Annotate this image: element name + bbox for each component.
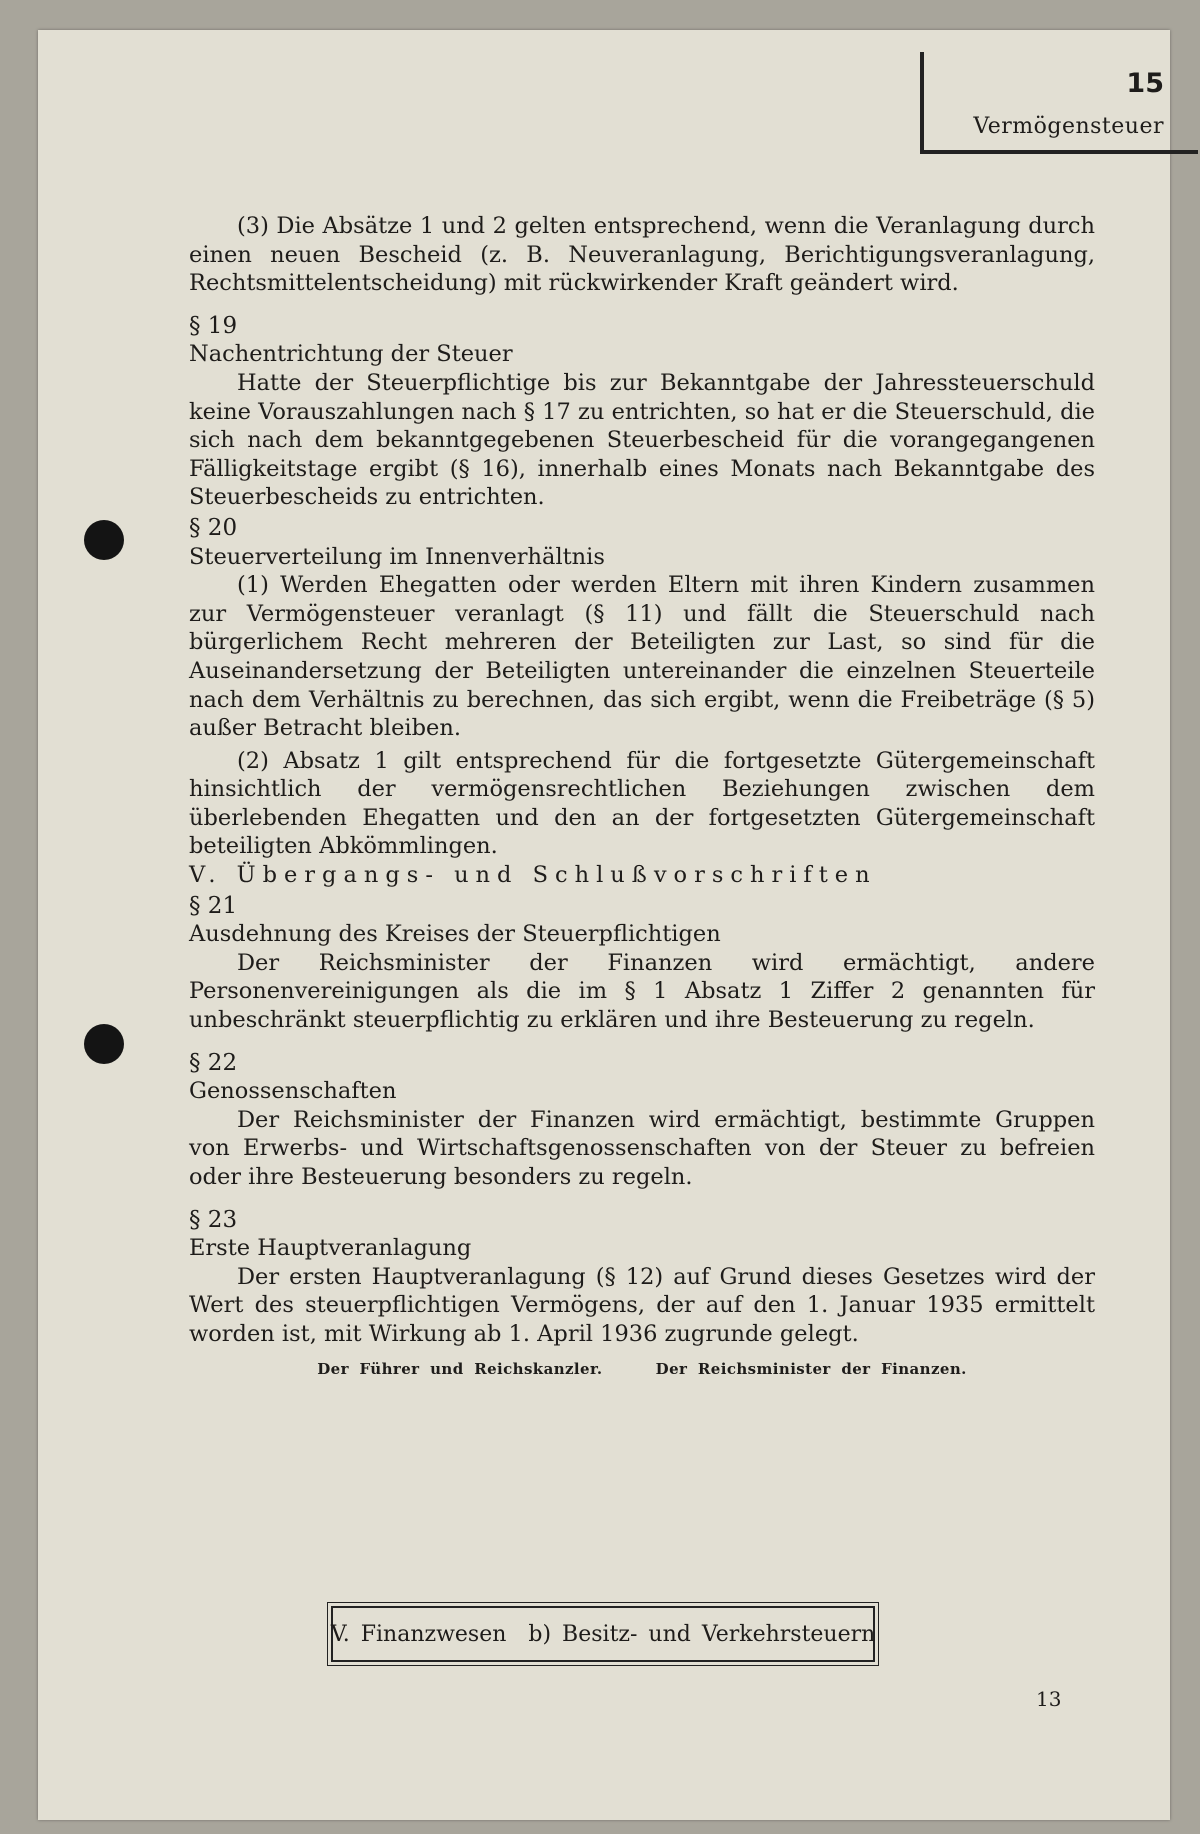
signature-right: Der Reichsminister der Finanzen. [655, 1359, 967, 1378]
signature-line [189, 1355, 1095, 1384]
section-number: § 19 [189, 312, 238, 339]
footer-box [331, 1606, 875, 1662]
punch-hole-top [84, 520, 124, 560]
punch-hole-bottom [84, 1024, 124, 1064]
section-paragraph: (1) Werden Ehegatten oder werden Eltern mit ihren Kindern zusammen zur Vermögensteuer veranlagt (§ 11) und fällt die Steuerschuld nach bürgerlichem Recht mehreren der Beteiligten zur Last, so sind für die Auseinandersetzung der Beteiligten untereinander die einzelnen Steuerteile nach dem Verhältnis zu berechnen, das sich ergibt, wenn die Freibeträge (§ 5) außer Betracht bleiben. [189, 572, 1095, 742]
signature-left: Der Führer und Reichskanzler. [317, 1359, 603, 1378]
section-number: § 20 [189, 514, 238, 541]
section-title: Genossenschaften [189, 1078, 397, 1105]
section-number: § 21 [189, 892, 238, 919]
part-heading: V. Übergangs- und Schlußvorschriften [189, 862, 877, 889]
section-paragraph: Der ersten Hauptveranlagung (§ 12) auf Grund dieses Gesetzes wird der Wert des steuerpflichtigen Vermögens, der auf den 1. Januar 1935 ermittelt worden ist, mit Wirkung ab 1. April 1936 zugrunde gelegt. [189, 1263, 1095, 1347]
header-page-number: 15 [1126, 68, 1164, 99]
section-title: Nachentrichtung der Steuer [189, 341, 513, 368]
section-paragraph: Der Reichsminister der Finanzen wird ermächtigt, andere Personenvereinigungen als die im § 1 Absatz 1 Ziffer 2 genannten für unbeschränkt steuerpflichtig zu erklären und ihre Besteuerung zu regeln. [189, 949, 1095, 1034]
footer-box-text: V. Finanzwesen b) Besitz- und Verkehrsteuern [330, 1621, 876, 1647]
section-paragraph: (2) Absatz 1 gilt entsprechend für die fortgesetzte Gütergemeinschaft hinsichtlich der vermögensrechtlichen Beziehungen zwischen dem überlebenden Ehegatten und den an der fortgesetzten Gütergemeinschaft beteiligten Abkömmlingen. [189, 747, 1095, 860]
section-title: Ausdehnung des Kreises der Steuerpflichtigen [189, 921, 721, 948]
body-text [189, 212, 1095, 1383]
header-label: Vermögensteuer [973, 114, 1164, 139]
header-box [920, 52, 1198, 154]
section-title: Erste Hauptveranlagung [189, 1235, 472, 1262]
section-paragraph: Hatte der Steuerpflichtige bis zur Bekanntgabe der Jahressteuerschuld keine Vorauszahlungen nach § 17 zu entrichten, so hat er die Steuerschuld, die sich nach dem bekanntgegebenen Steuerbescheid für die vorangegangenen Fälligkeitstage ergibt (§ 16), innerhalb eines Monats nach Bekanntgabe des Steuerbescheids zu entrichten. [189, 369, 1095, 511]
section-title: Steuerverteilung im Innenverhältnis [189, 543, 605, 570]
section-paragraph: Der Reichsminister der Finanzen wird ermächtigt, bestimmte Gruppen von Erwerbs- und Wirtschaftsgenossenschaften von der Steuer zu befreien oder ihre Besteuerung besonders zu regeln. [189, 1106, 1095, 1190]
document-page [38, 30, 1170, 1820]
footer-page-number: 13 [1036, 1687, 1062, 1711]
intro-paragraph: (3) Die Absätze 1 und 2 gelten entsprechend, wenn die Veranlagung durch einen neuen Bescheid (z. B. Neuveranlagung, Berichtigungsveranlagung, Rechtsmittelentscheidung) mit rückwirkender Kraft geändert wird. [189, 213, 1095, 297]
section-number: § 23 [189, 1206, 238, 1233]
section-number: § 22 [189, 1049, 238, 1076]
